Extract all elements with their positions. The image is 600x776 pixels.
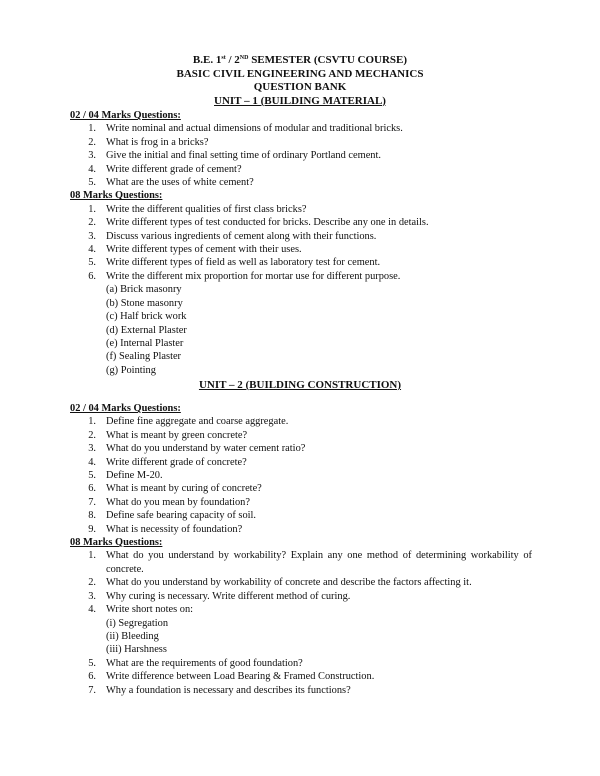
sub-item: (e) Internal Plaster	[106, 337, 184, 349]
list-item: 4. Write different types of cement with their uses.	[88, 244, 302, 256]
list-item: 5. Define M-20.	[88, 470, 163, 482]
sub-item: (d) External Plaster	[106, 324, 187, 336]
list-item: 1. Write the different qualities of first class bricks?	[88, 203, 307, 215]
unit2-title: UNIT – 2 (BUILDING CONSTRUCTION)	[198, 379, 402, 391]
list-item: 2. Write different types of test conducted for bricks. Describe any one in details.	[88, 217, 429, 229]
unit1-short-heading: 02 / 04 Marks Questions:	[70, 110, 181, 121]
list-item: 2. What is meant by green concrete?	[88, 429, 248, 441]
list-item: 4. Write different grade of concrete?	[88, 456, 247, 468]
list-item: 5. Write different types of field as well as laboratory test for cement.	[88, 257, 381, 269]
list-item: 9. What is necessity of foundation?	[88, 523, 243, 535]
subject-title: BASIC CIVIL ENGINEERING AND MECHANICS	[176, 67, 424, 80]
list-item: 2. What do you understand by workability of concrete and describe the factors affecting it.	[88, 577, 472, 589]
sub-item: (c) Half brick work	[106, 311, 187, 323]
list-item: 7. Why a foundation is necessary and describes its functions?	[88, 684, 351, 696]
unit1-section	[70, 109, 532, 377]
list-item: 5. What are the requirements of good foundation?	[88, 657, 303, 669]
list-item: 8. Define safe bearing capacity of soil.	[88, 510, 257, 522]
list-item: 6. Write the different mix proportion for mortar use for different purpose.	[88, 270, 401, 282]
list-item: 4. Write short notes on:	[88, 604, 194, 616]
unit2-section	[70, 402, 532, 697]
list-item: 3. Why curing is necessary. Write different method of curing.	[88, 590, 351, 602]
unit1-long-heading: 08 Marks Questions:	[70, 190, 163, 202]
sub-item: (iii) Harshness	[106, 644, 167, 656]
course-line: B.E. 1st / 2ND SEMESTER (CSVTU COURSE)	[192, 54, 408, 66]
list-item: 3. Give the initial and final setting time of ordinary Portland cement.	[88, 150, 381, 162]
unit2-short-heading: 02 / 04 Marks Questions:	[70, 403, 181, 414]
list-item: 1. Write nominal and actual dimensions of modular and traditional bricks.	[88, 123, 403, 135]
sub-item: (f) Sealing Plaster	[106, 351, 182, 363]
sub-item: (i) Segregation	[106, 617, 169, 629]
list-item: 2. What is frog in a bricks?	[88, 136, 209, 148]
document-header	[0, 54, 600, 108]
list-item: 3. What do you understand by water cement ratio?	[88, 443, 306, 455]
bank-title: QUESTION BANK	[253, 81, 347, 94]
sub-item: (b) Stone masonry	[106, 297, 183, 309]
unit1-title: UNIT – 1 (BUILDING MATERIAL)	[214, 94, 386, 107]
sub-item: (ii) Bleeding	[106, 630, 159, 642]
list-item: 6. Write difference between Load Bearing & Framed Construction.	[88, 671, 375, 683]
list-item: 7. What do you mean by foundation?	[88, 496, 250, 508]
list-item: 3. Discuss various ingredients of cement along with their functions.	[88, 230, 377, 242]
list-item: 4. Write different grade of cement?	[88, 163, 242, 175]
list-item: 6. What is meant by curing of concrete?	[88, 483, 262, 495]
list-item: 1. What do you understand by workability? Explain any one method of determining workability of concrete.	[88, 550, 532, 575]
list-item: 5. What are the uses of white cement?	[88, 177, 254, 189]
sub-item: (a) Brick masonry	[106, 284, 182, 296]
sub-item: (g) Pointing	[106, 364, 156, 376]
list-item: 1. Define fine aggregate and coarse aggregate.	[88, 416, 289, 428]
unit2-long-heading: 08 Marks Questions:	[70, 537, 163, 549]
